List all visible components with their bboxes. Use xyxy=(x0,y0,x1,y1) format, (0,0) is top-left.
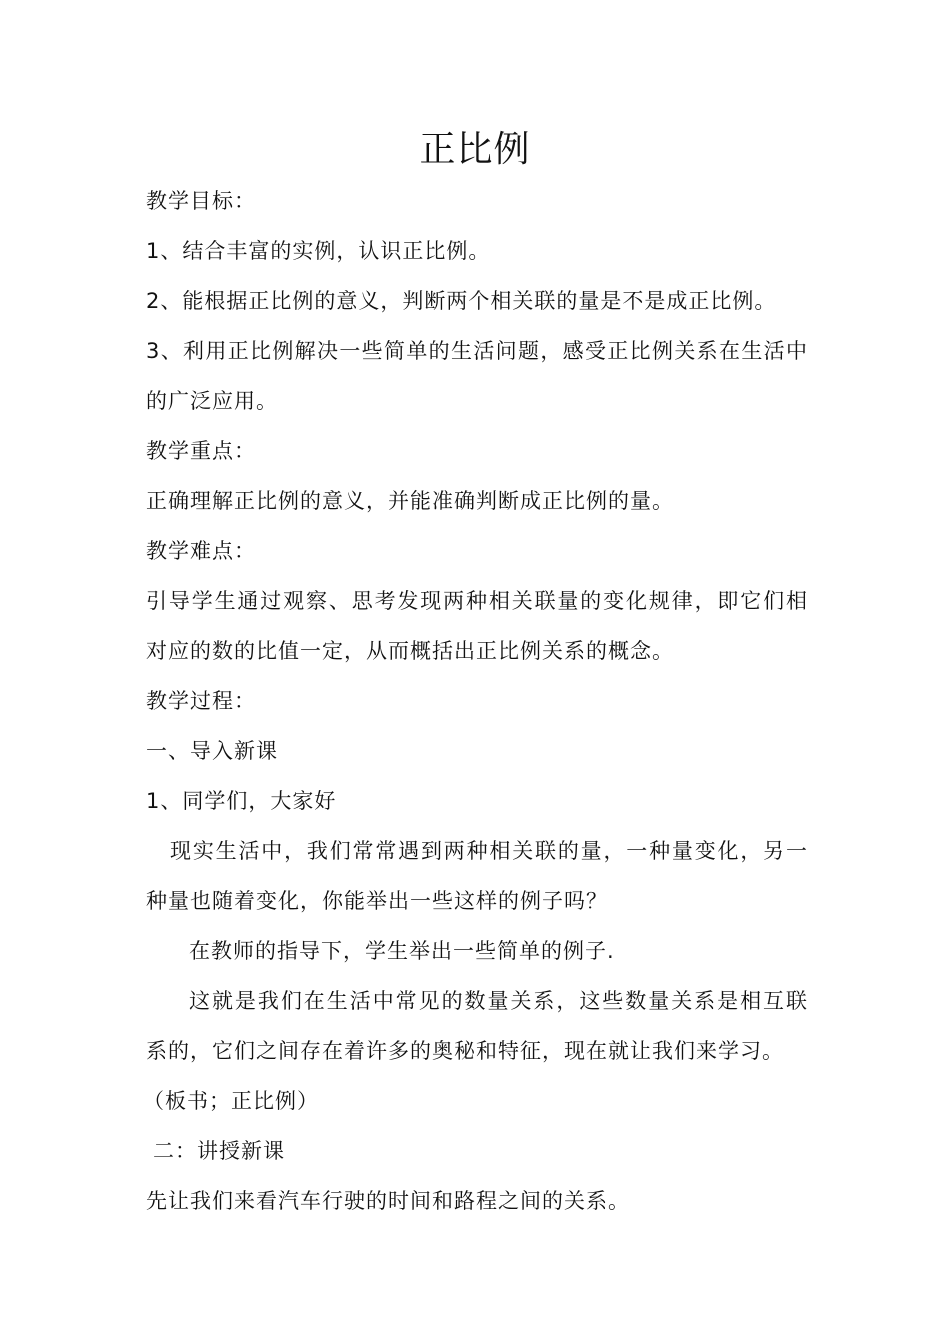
relation-paragraph-line-1: 这就是我们在生活中常见的数量关系，这些数量关系是相互联 xyxy=(189,989,808,1013)
heading-key-points: 教学重点： xyxy=(146,439,256,463)
difficulties-line-2: 对应的数的比值一定，从而概括出正比例关系的概念。 xyxy=(146,639,674,663)
heading-objectives: 教学目标： xyxy=(146,189,256,213)
section-teaching-heading: 二：讲授新课 xyxy=(153,1139,285,1163)
teaching-intro-text: 先让我们来看汽车行驶的时间和路程之间的关系。 xyxy=(146,1189,630,1213)
page-title: 正比例 xyxy=(419,129,531,170)
objective-3-line-1: 3、利用正比例解决一些简单的生活问题，感受正比例关系在生活中 xyxy=(146,339,808,363)
objective-3-line-2: 的广泛应用。 xyxy=(146,389,278,413)
objective-1: 1、结合丰富的实例，认识正比例。 xyxy=(146,239,491,263)
intro-paragraph-line-1: 现实生活中，我们常常遇到两种相关联的量，一种量变化，另一 xyxy=(170,839,808,863)
difficulties-line-1: 引导学生通过观察、思考发现两种相关联量的变化规律，即它们相 xyxy=(146,589,808,613)
section-intro-heading: 一、导入新课 xyxy=(146,739,278,763)
examples-paragraph: 在教师的指导下，学生举出一些简单的例子. xyxy=(189,939,615,963)
relation-paragraph-line-2: 系的，它们之间存在着许多的奥秘和特征，现在就让我们来学习。 xyxy=(146,1039,784,1063)
intro-greeting: 1、同学们，大家好 xyxy=(146,789,337,813)
heading-difficulties: 教学难点： xyxy=(146,539,256,563)
heading-process: 教学过程： xyxy=(146,689,256,713)
objective-2: 2、能根据正比例的意义，判断两个相关联的量是不是成正比例。 xyxy=(146,289,777,313)
board-note: （板书；正比例） xyxy=(143,1089,319,1113)
key-points-text: 正确理解正比例的意义，并能准确判断成正比例的量。 xyxy=(146,489,674,513)
intro-paragraph-line-2: 种量也随着变化，你能举出一些这样的例子吗？ xyxy=(146,889,608,913)
